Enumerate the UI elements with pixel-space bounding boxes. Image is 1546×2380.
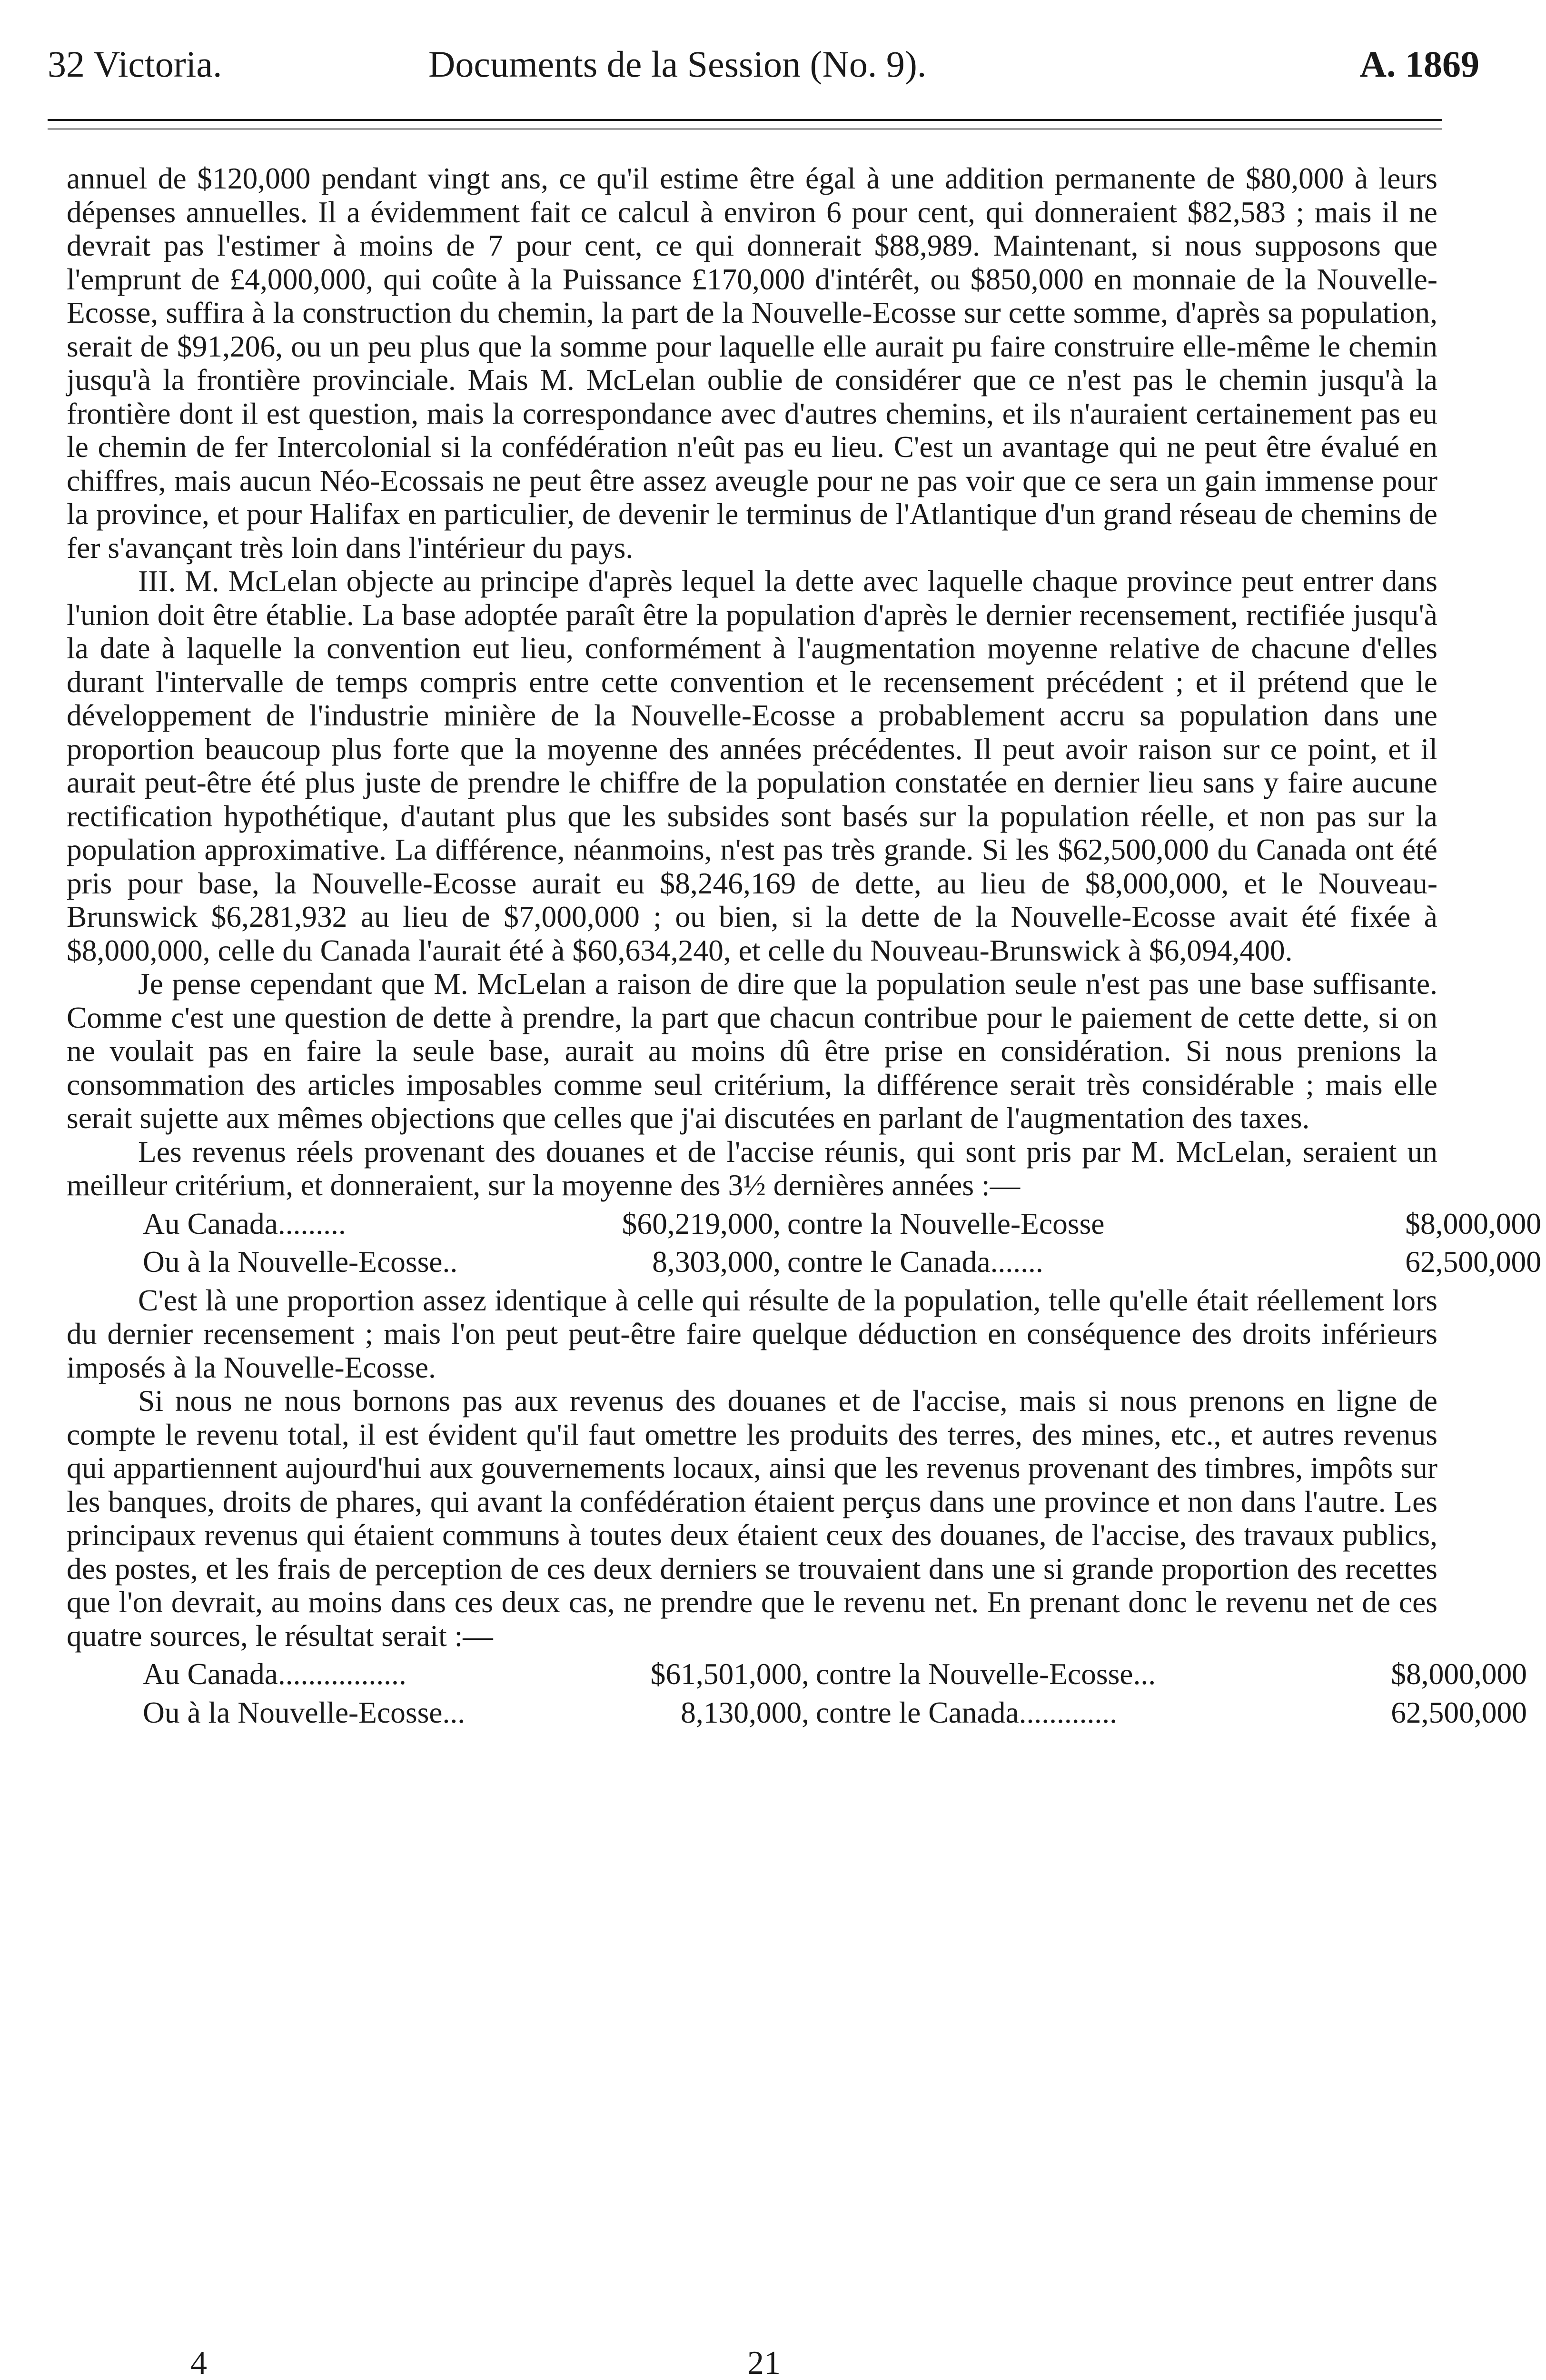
paragraph: Si nous ne nous bornons pas aux revenus des douanes et de l'accise, mais si nous prenons en ligne de compte le revenu total, il est évident qu'il faut omettre les produits des terres, des mines, etc., et autres revenus qui appartiennent aujourd'hui aux gouvernements locaux, ainsi que les revenus provenant des timbres, impôts sur les banques, droits de phares, qui avant la confédération étaient perçus dans une province et non dans l'autre. Les principaux revenus qui étaient communs à toutes deux étaient ceux des douanes, de l'accise, des travaux publics, des postes, et les frais de perception de ces deux derniers se trouvaient dans une si grande proportion des recettes que l'on devrait, au moins dans ces deux cas, ne prendre que le revenu net. En prenant donc le revenu net de ces quatre sources, le résultat serait :— <box>67 1384 1437 1653</box>
signature-mark: 4 <box>190 2345 207 2380</box>
row-amount: 8,303,000, <box>652 1245 781 1279</box>
row-contre: contre le Canada............. <box>816 1695 1118 1729</box>
row-label: Au Canada......... <box>143 1206 346 1240</box>
net-revenue-table-row <box>67 1695 1527 1730</box>
paragraph: C'est là une proportion assez identique à celle qui résulte de la population, telle qu'elle était réellement lors du dernier recensement ; mais l'on peut peut-être faire quelque déduction en conséquence des droits inférieurs imposés à la Nouvelle-Ecosse. <box>67 1283 1437 1384</box>
revenue-table-row <box>67 1245 1541 1279</box>
paragraph: III. M. McLelan objecte au principe d'après lequel la dette avec laquelle chaque province peut entrer dans l'union doit être établie. La base adoptée paraît être la population d'après le dernier recensement, rectifiée jusqu'à la date à laquelle la convention eut lieu, conformément à l'augmentation moyenne relative de chacune d'elles durant l'intervalle de temps compris entre cette convention et le recensement précédent ; et il prétend que le développement de l'industrie minière de la Nouvelle-Ecosse a probablement accru sa population dans une proportion beaucoup plus forte que la moyenne des années précédentes. Il peut avoir raison sur ce point, et il aurait peut-être été plus juste de prendre le chiffre de la population constatée en dernier lieu sans y faire aucune rectification hypothétique, d'autant plus que les subsides sont basés sur la population réelle, et non pas sur la population approximative. La différence, néanmoins, n'est pas très grande. Si les $62,500,000 du Canada ont été pris pour base, la Nouvelle-Ecosse aurait eu $8,246,169 de dette, au lieu de $8,000,000, et le Nouveau-Brunswick $6,281,932 au lieu de $7,000,000 ; ou bien, si la dette de la Nouvelle-Ecosse avait été fixée à $8,000,000, celle du Canada l'aurait été à $60,634,240, et celle du Nouveau-Brunswick à $6,094,400. <box>67 564 1437 967</box>
header-rule-thick <box>48 119 1442 121</box>
row-other-amount: 62,500,000 <box>1391 1695 1527 1729</box>
page-header <box>48 43 1498 100</box>
header-session: 32 Victoria. <box>48 43 222 85</box>
paragraph: Les revenus réels provenant des douanes et de l'accise réunis, qui sont pris par M. McLelan, seraient un meilleur critérium, et donneraient, sur la moyenne des 3½ dernières années :— <box>67 1134 1437 1202</box>
header-title: Documents de la Session (No. 9). <box>428 43 927 85</box>
document-body <box>67 161 1541 1734</box>
row-contre: contre la Nouvelle-Ecosse... <box>816 1657 1156 1691</box>
row-amount: 8,130,000, <box>681 1695 809 1729</box>
row-amount: $61,501,000, <box>650 1657 809 1691</box>
row-label: Ou à la Nouvelle-Ecosse... <box>143 1695 466 1729</box>
row-other-amount: $8,000,000 <box>1405 1206 1541 1240</box>
row-label: Au Canada................. <box>143 1657 406 1691</box>
revenue-table-row <box>67 1206 1541 1241</box>
net-revenue-table-row <box>67 1657 1527 1691</box>
row-contre: contre le Canada....... <box>787 1245 1043 1279</box>
row-label: Ou à la Nouvelle-Ecosse.. <box>143 1245 458 1279</box>
paragraph: annuel de $120,000 pendant vingt ans, ce qu'il estime être égal à une addition permanente de $80,000 à leurs dépenses annuelles. Il a évidemment fait ce calcul à environ 6 pour cent, qui donneraient $82,583 ; mais il ne devrait pas l'estimer à moins de 7 pour cent, ce qui donnerait $88,989. Maintenant, si nous supposons que l'emprunt de £4,000,000, qui coûte à la Puissance £170,000 d'intérêt, ou $850,000 en monnaie de la Nouvelle-Ecosse, suffira à la construction du chemin, la part de la Nouvelle-Ecosse sur cette somme, d'après sa population, serait de $91,206, ou un peu plus que la somme pour laquelle elle aurait pu faire construire elle-même le chemin jusqu'à la frontière provinciale. Mais M. McLelan oublie de considérer que ce n'est pas le chemin jusqu'à la frontière dont il est question, mais la correspondance avec d'autres chemins, et ils n'auraient certainement pas eu le chemin de fer Intercolonial si la confédération n'eût pas eu lieu. C'est un avantage qui ne peut être évalué en chiffres, mais aucun Néo-Ecossais ne peut être assez aveugle pour ne pas voir que ce sera un gain immense pour la province, et pour Halifax en particulier, de devenir le terminus de l'Atlantique d'un grand réseau de chemins de fer s'avançant très loin dans l'intérieur du pays. <box>67 161 1437 565</box>
row-other-amount: $8,000,000 <box>1391 1657 1527 1691</box>
row-amount: $60,219,000, <box>622 1206 781 1240</box>
row-contre: contre la Nouvelle-Ecosse <box>787 1206 1105 1240</box>
row-other-amount: 62,500,000 <box>1405 1245 1541 1279</box>
page-number: 21 <box>747 2345 781 2380</box>
header-year: A. 1869 <box>1359 43 1479 85</box>
paragraph: Je pense cependant que M. McLelan a raison de dire que la population seule n'est pas une base suffisante. Comme c'est une question de dette à prendre, la part que chacun contribue pour le paiement de cette dette, si on ne voulait pas en faire la seule base, aurait au moins dû être prise en considération. Si nous prenions la consommation des articles imposables comme seul critérium, la différence serait très considérable ; mais elle serait sujette aux mêmes objections que celles que j'ai discutées en parlant de l'augmentation des taxes. <box>67 967 1437 1135</box>
